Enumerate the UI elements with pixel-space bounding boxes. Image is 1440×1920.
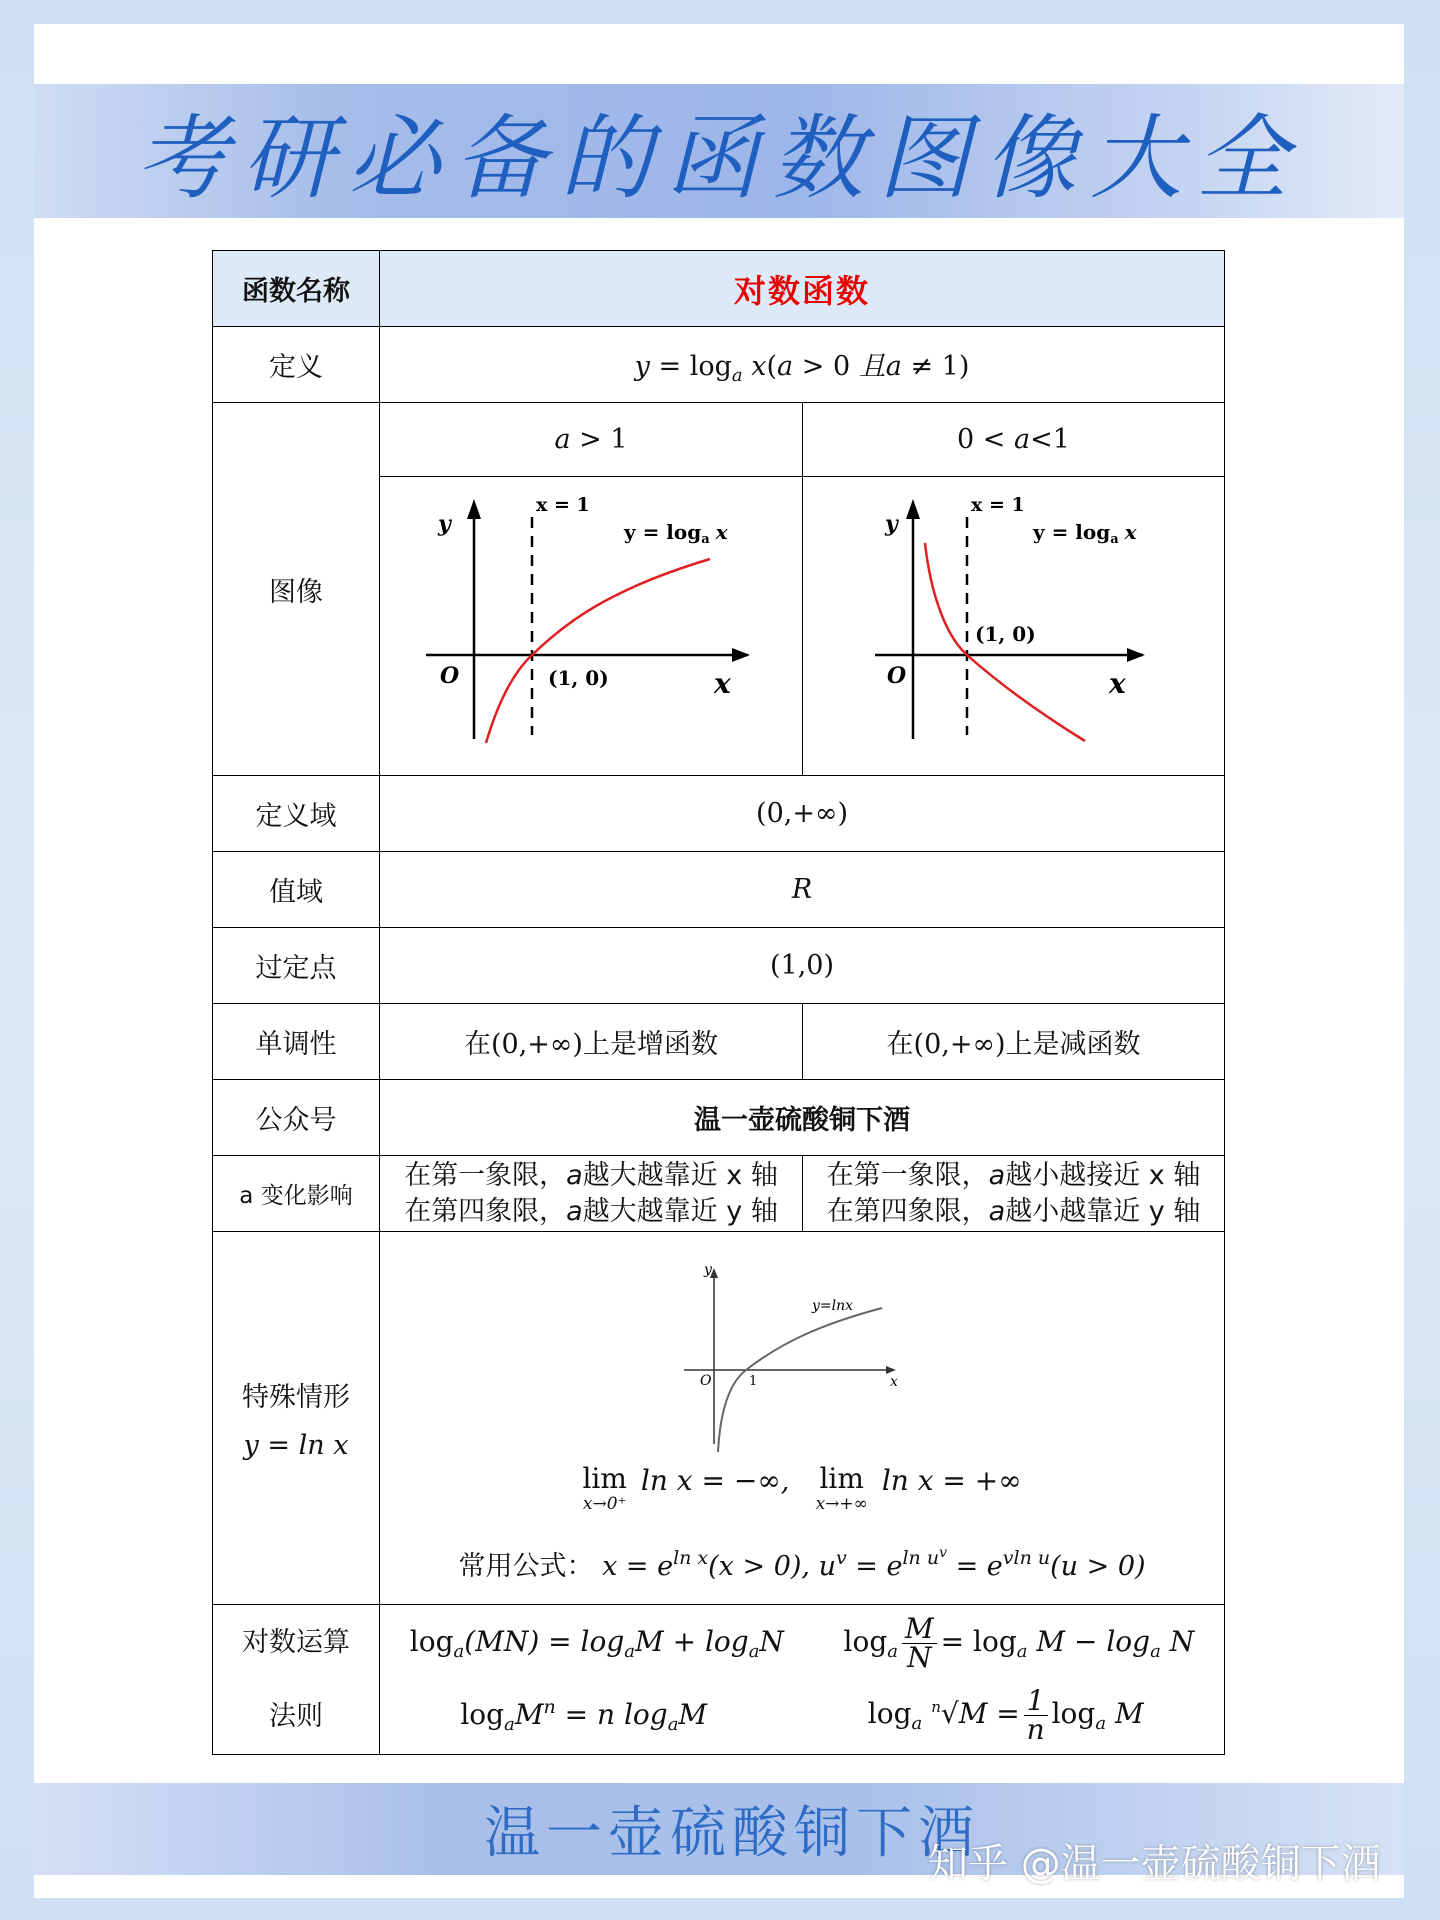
range-row — [213, 852, 1225, 928]
rules-line-2 — [380, 1680, 1224, 1752]
special-case-label — [213, 1232, 380, 1605]
rules-label-line-2: 法则 — [269, 1700, 323, 1732]
asymptote-label: x = 1 — [536, 494, 590, 516]
monotonic-row — [213, 1004, 1225, 1080]
ln-graph — [672, 1254, 932, 1464]
monotonic-label: 单调性 — [213, 1004, 380, 1080]
rule-quotient: $\log_a$ $\frac{M}{N}$ = $\log_a M - \log_a N$ — [843, 1612, 1195, 1674]
limit-1: lim x→0⁺ — [582, 1461, 627, 1514]
tick-label: 1 — [749, 1373, 758, 1389]
footer-text: 温一壶硫酸铜下酒 — [484, 1801, 980, 1866]
log-function-table — [212, 250, 1225, 1755]
a-effect-line-3: 在第一象限，a越小越接近 x 轴 — [826, 1159, 1201, 1191]
decreasing-log-graph — [803, 477, 1225, 775]
fixed-point-label: 过定点 — [213, 928, 380, 1004]
graph-label: 图像 — [213, 403, 380, 776]
watermark: 知乎 @温一壶硫酸铜下酒 — [928, 1840, 1381, 1887]
case-a-greater-1: a > 1 — [380, 403, 803, 477]
fixed-point-row — [213, 928, 1225, 1004]
a-effect-line-2: 在第四象限，a越大越靠近 y 轴 — [404, 1195, 778, 1227]
domain-row — [213, 776, 1225, 852]
rules-label — [213, 1605, 380, 1755]
case-a-between-0-1: 0 < a<1 — [803, 403, 1225, 477]
a-effect-line-4: 在第四象限，a越小越靠近 y 轴 — [826, 1195, 1201, 1227]
title-banner — [34, 84, 1404, 218]
range-value: R — [380, 852, 1225, 928]
x-axis-arrow-icon — [1127, 648, 1145, 662]
x-axis-label: x — [1109, 667, 1126, 700]
special-case-equation: y = ln x — [243, 1430, 349, 1461]
rule-root: $\log_a ^n√M$ = $\frac{1}{n}$ $\log_a M$ — [867, 1684, 1144, 1746]
x-axis-label: x — [714, 667, 731, 700]
a-effect-line-1: 在第一象限，a越大越靠近 x 轴 — [404, 1159, 778, 1191]
rule-power: $\log_aM^n = n$ $\log_aM$ — [460, 1696, 708, 1735]
log-curve-increasing — [486, 559, 710, 743]
limits — [380, 1461, 1224, 1514]
increasing-log-graph — [380, 477, 803, 775]
graph-decreasing — [803, 477, 1225, 776]
function-name — [380, 251, 1225, 327]
rule-product: $\log_a(MN) = \log_aM + \log_aN$ — [409, 1625, 784, 1662]
y-axis-arrow-icon — [906, 499, 920, 519]
a-effect-decreasing — [803, 1156, 1225, 1232]
y-axis-label: y — [704, 1261, 712, 1278]
rules-content — [380, 1605, 1225, 1755]
monotonic-increasing: 在(0,+∞)上是增函数 — [380, 1004, 803, 1080]
curve-label: $y = \log_a x$ — [624, 520, 728, 547]
curve-label: $y = \log_a x$ — [1033, 520, 1137, 547]
rules-row — [213, 1605, 1225, 1755]
official-account-value: 温一壶硫酸铜下酒 — [380, 1080, 1225, 1156]
domain-label: 定义域 — [213, 776, 380, 852]
special-case-title: 特殊情形 — [242, 1382, 350, 1413]
origin-label: O — [887, 663, 907, 689]
definition-formula: $y = \log_a x(a > 0$ 且a ≠ 1) — [380, 327, 1225, 403]
y-axis-label: y — [885, 511, 898, 537]
asymptote-label: x = 1 — [971, 494, 1025, 516]
origin-label: O — [440, 663, 460, 689]
range-label: 值域 — [213, 852, 380, 928]
header-label: 函数名称 — [213, 251, 380, 327]
official-account-label: 公众号 — [213, 1080, 380, 1156]
rules-label-line-1: 对数运算 — [242, 1626, 350, 1658]
ln-curve — [718, 1308, 882, 1452]
x-axis-label: x — [890, 1373, 898, 1390]
point-label: (1, 0) — [548, 666, 609, 690]
limit-2-expr: ln x = +∞ — [881, 1463, 1022, 1497]
limit-1-expr: ln x = −∞, — [640, 1463, 790, 1497]
limit-2: lim x→+∞ — [815, 1461, 868, 1514]
official-account-row — [213, 1080, 1225, 1156]
definition-label: 定义 — [213, 327, 380, 403]
y-axis-arrow-icon — [467, 499, 481, 519]
monotonic-decreasing: 在(0,+∞)上是减函数 — [803, 1004, 1225, 1080]
a-effect-increasing — [380, 1156, 803, 1232]
point-label: (1, 0) — [975, 622, 1036, 646]
rules-line-1 — [380, 1608, 1224, 1680]
a-effect-row — [213, 1156, 1225, 1232]
page-title: 考研必备的函数图像大全 — [135, 105, 1302, 212]
origin-label: O — [700, 1372, 712, 1389]
header-row — [213, 251, 1225, 327]
y-axis-label: y — [438, 511, 451, 537]
special-case-content — [380, 1232, 1225, 1605]
x-axis-arrow-icon — [886, 1366, 896, 1374]
graph-increasing — [380, 477, 803, 776]
domain-value: (0,+∞) — [380, 776, 1225, 852]
graph-case-row — [213, 403, 1225, 477]
special-case-row — [213, 1232, 1225, 1605]
definition-row — [213, 327, 1225, 403]
curve-label: y=lnx — [812, 1297, 854, 1314]
common-formula: 常用公式： $x = e^{ln x}(x > 0)$, $u^v = e^{ln uv} = e^{vln u}(u > 0)$ — [458, 1544, 1146, 1582]
function-name-text: 对数函数 — [734, 271, 871, 310]
x-axis-arrow-icon — [732, 648, 750, 662]
fixed-point-value: (1,0) — [380, 928, 1225, 1004]
a-effect-label: a 变化影响 — [213, 1156, 380, 1232]
